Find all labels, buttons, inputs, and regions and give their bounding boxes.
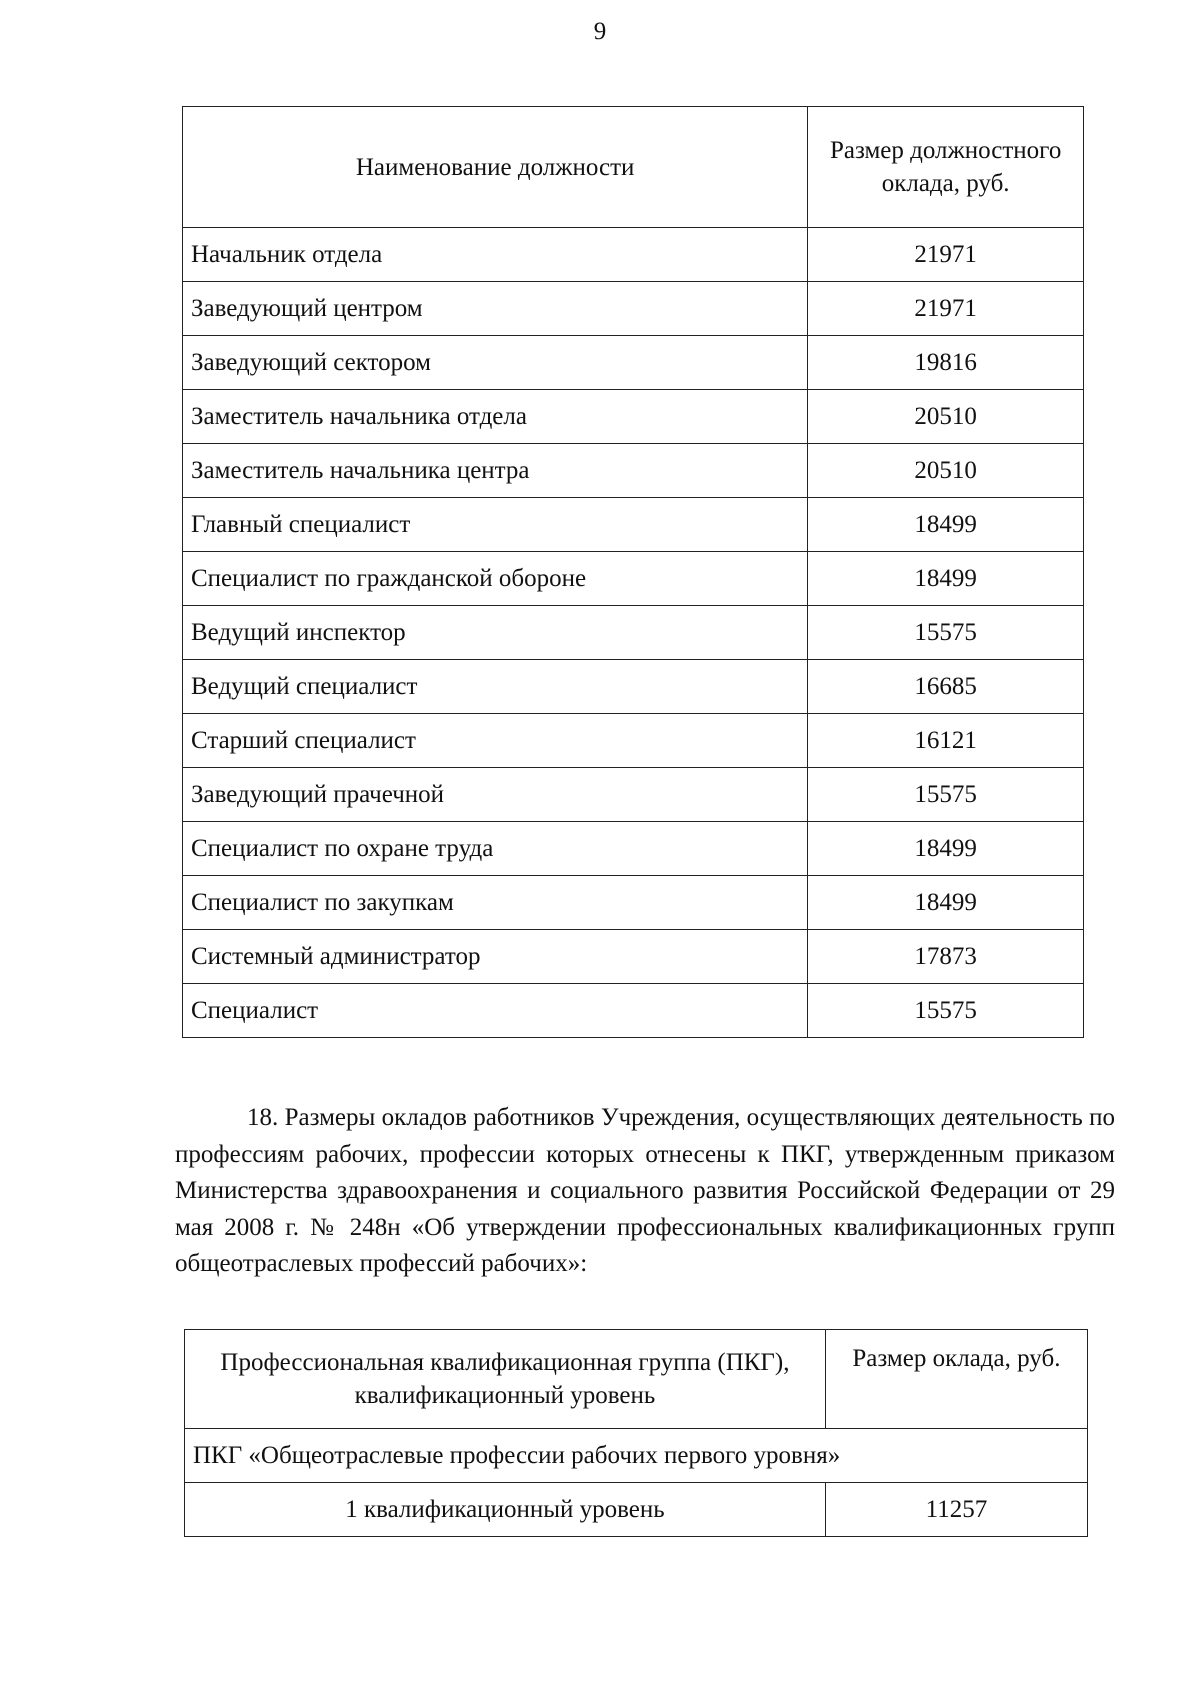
table-row <box>183 714 1084 768</box>
table-row <box>183 336 1084 390</box>
salary-value: 20510 <box>808 444 1084 498</box>
table-header-row <box>185 1330 1088 1429</box>
position-name: Заместитель начальника центра <box>183 444 808 498</box>
position-name: Ведущий специалист <box>183 660 808 714</box>
position-name: Специалист по гражданской обороне <box>183 552 808 606</box>
salary-value: 17873 <box>808 930 1084 984</box>
salary-value: 18499 <box>808 876 1084 930</box>
salary-value: 15575 <box>808 606 1084 660</box>
position-name: Заведующий сектором <box>183 336 808 390</box>
table-row <box>183 552 1084 606</box>
table-row <box>183 228 1084 282</box>
pkg-group-row <box>185 1429 1088 1483</box>
position-name: Системный администратор <box>183 930 808 984</box>
header-pkg-name: Профессиональная квалификационная группа (ПКГ), квалификационный уровень <box>185 1330 826 1429</box>
pkg-group-title: ПКГ «Общеотраслевые профессии рабочих первого уровня» <box>185 1429 1088 1483</box>
position-name: Специалист по закупкам <box>183 876 808 930</box>
salary-value: 20510 <box>808 390 1084 444</box>
table-row <box>183 282 1084 336</box>
pkg-salary-table <box>184 1329 1088 1537</box>
table-row <box>183 930 1084 984</box>
table-header-row <box>183 107 1084 228</box>
position-name: Главный специалист <box>183 498 808 552</box>
header-salary-size: Размер оклада, руб. <box>825 1330 1087 1429</box>
table-row <box>183 984 1084 1038</box>
header-salary-size: Размер должностного оклада, руб. <box>808 107 1084 228</box>
salary-value: 11257 <box>825 1483 1087 1537</box>
position-name: Старший специалист <box>183 714 808 768</box>
table-row <box>183 660 1084 714</box>
salary-value: 21971 <box>808 282 1084 336</box>
table-row <box>183 768 1084 822</box>
position-name: Начальник отдела <box>183 228 808 282</box>
paragraph-18: 18. Размеры окладов работников Учреждения, осуществляющих деятельность по профессиям рабочих, профессии которых отнесены к ПКГ, утвержденным приказом Министерства здравоохранения и социального развития Российской Федерации от 29 мая 2008 г. № 248н «Об утверждении профессиональных квалификационных групп общеотраслевых профессий рабочих»: <box>175 1104 1115 1277</box>
table-row <box>185 1483 1088 1537</box>
salary-value: 16685 <box>808 660 1084 714</box>
position-name: Специалист по охране труда <box>183 822 808 876</box>
salary-value: 18499 <box>808 498 1084 552</box>
position-name: Ведущий инспектор <box>183 606 808 660</box>
table-row <box>183 822 1084 876</box>
position-name: Специалист <box>183 984 808 1038</box>
salary-value: 16121 <box>808 714 1084 768</box>
qualification-level-name: 1 квалификационный уровень <box>185 1483 826 1537</box>
position-name: Заведующий центром <box>183 282 808 336</box>
table-row <box>183 498 1084 552</box>
position-name: Заведующий прачечной <box>183 768 808 822</box>
table-row <box>183 606 1084 660</box>
page-number: 9 <box>593 18 607 45</box>
salary-value: 18499 <box>808 822 1084 876</box>
salary-value: 15575 <box>808 768 1084 822</box>
position-salary-table <box>182 106 1084 1038</box>
position-name: Заместитель начальника отдела <box>183 390 808 444</box>
salary-value: 19816 <box>808 336 1084 390</box>
table-row <box>183 444 1084 498</box>
header-position-name: Наименование должности <box>183 107 808 228</box>
salary-value: 15575 <box>808 984 1084 1038</box>
salary-value: 21971 <box>808 228 1084 282</box>
salary-value: 18499 <box>808 552 1084 606</box>
table-row <box>183 876 1084 930</box>
table-row <box>183 390 1084 444</box>
